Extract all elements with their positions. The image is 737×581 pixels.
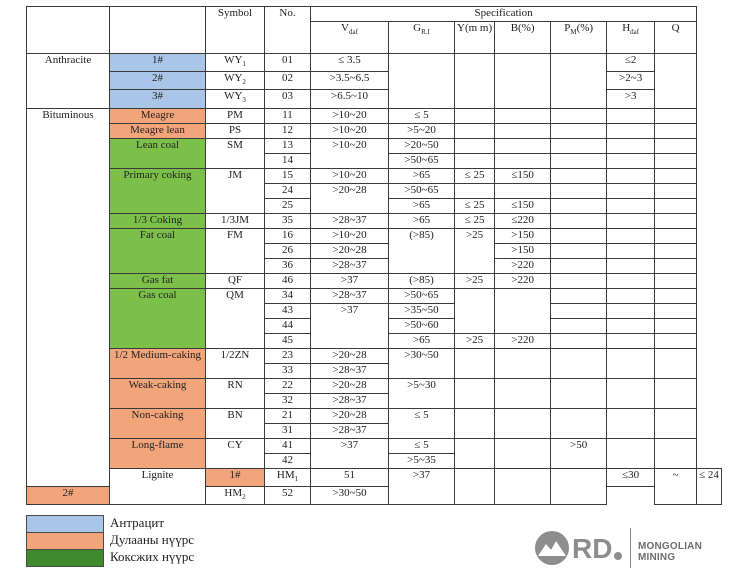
symbol-cell: JM bbox=[206, 168, 265, 213]
legend-swatch bbox=[26, 532, 104, 550]
symbol-cell: PS bbox=[206, 123, 265, 138]
symbol-cell: 1/2ZN bbox=[206, 348, 265, 378]
g-cell: ≤ 5 bbox=[389, 108, 455, 123]
y-cell: ≤ 25 bbox=[455, 168, 495, 183]
no-cell: 42 bbox=[265, 453, 311, 468]
no-cell: 36 bbox=[265, 258, 311, 273]
b-cell: ≤150 bbox=[495, 198, 551, 213]
no-cell: 13 bbox=[265, 138, 311, 153]
coal-name: Meagre lean bbox=[110, 123, 206, 138]
rd-logo-icon bbox=[532, 526, 624, 570]
symbol-cell: SM bbox=[206, 138, 265, 168]
no-cell: 25 bbox=[265, 198, 311, 213]
y-cell: ≤ 25 bbox=[455, 198, 495, 213]
coal-classification-table bbox=[26, 6, 722, 505]
q-cell: ≤ 24 bbox=[697, 468, 722, 504]
coal-name: Non-caking bbox=[110, 408, 206, 438]
g-cell: >50~60 bbox=[389, 318, 455, 333]
symbol-cell: $WY_1$ bbox=[206, 54, 265, 72]
no-cell: 11 bbox=[265, 108, 311, 123]
vdaf-cell: >10~20 bbox=[311, 228, 389, 243]
no-cell: 51 bbox=[311, 468, 389, 486]
legend-label: Антрацит bbox=[110, 515, 165, 530]
logo-text: RD bbox=[572, 533, 613, 564]
b-cell: >150 bbox=[495, 243, 551, 258]
hdaf-cell: ≤2 bbox=[607, 54, 655, 72]
vdaf-cell: >37 bbox=[311, 438, 389, 468]
y-cell: ≤ 25 bbox=[455, 213, 495, 228]
g-cell: >50~65 bbox=[389, 288, 455, 303]
no-cell: 24 bbox=[265, 183, 311, 198]
header-name bbox=[110, 7, 206, 54]
vdaf-cell: ≤ 3.5 bbox=[311, 54, 389, 72]
y-cell: >25 bbox=[455, 273, 495, 288]
b-cell: >150 bbox=[495, 228, 551, 243]
symbol-cell: $WY_3$ bbox=[206, 90, 265, 108]
header-hdaf: $H_{daf}$ bbox=[607, 22, 655, 54]
header-vdaf: $V_{daf}$ bbox=[311, 22, 389, 54]
b-cell: >220 bbox=[495, 333, 551, 348]
vdaf-cell: >28~37 bbox=[311, 258, 389, 273]
coal-name: 3# bbox=[110, 90, 206, 108]
coal-name: Fat coal bbox=[110, 228, 206, 273]
header-y: Y(m m) bbox=[455, 22, 495, 54]
coal-name: Weak-caking bbox=[110, 378, 206, 408]
header-symbol: Symbol bbox=[206, 7, 265, 54]
coal-name: Gas coal bbox=[110, 288, 206, 348]
symbol-cell: QF bbox=[206, 273, 265, 288]
g-cell: (>85) bbox=[389, 228, 455, 273]
no-cell: 02 bbox=[265, 72, 311, 90]
header-b: B(%) bbox=[495, 22, 551, 54]
legend-label: Дулааны нүүрс bbox=[110, 532, 194, 547]
g-cell: >65 bbox=[389, 168, 455, 183]
symbol-cell: PM bbox=[206, 108, 265, 123]
coal-name: Meagre bbox=[110, 108, 206, 123]
vdaf-cell: >6.5~10 bbox=[311, 90, 389, 108]
pm-cell: ≤30 bbox=[607, 468, 655, 486]
b-cell: >220 bbox=[495, 273, 551, 288]
group-anthracite: Anthracite bbox=[27, 54, 110, 109]
vdaf-cell: >20~28 bbox=[311, 378, 389, 393]
b-cell: ≤150 bbox=[495, 168, 551, 183]
brand-divider bbox=[630, 528, 631, 568]
legend-thermal bbox=[26, 532, 226, 549]
vdaf-cell: >10~20 bbox=[311, 168, 389, 183]
vdaf-cell: >20~28 bbox=[311, 408, 389, 423]
vdaf-cell: >28~37 bbox=[311, 423, 389, 438]
coal-name: Primary coking bbox=[110, 168, 206, 213]
legend-swatch bbox=[26, 549, 104, 567]
no-cell: 35 bbox=[265, 213, 311, 228]
coal-name: 1/3 Coking bbox=[110, 213, 206, 228]
vdaf-cell: >3.5~6.5 bbox=[311, 72, 389, 90]
g-cell: (>85) bbox=[389, 273, 455, 288]
header-specification: Specification bbox=[311, 7, 697, 22]
g-cell: >65 bbox=[389, 333, 455, 348]
coal-name: Lean coal bbox=[110, 138, 206, 168]
vdaf-cell: >28~37 bbox=[311, 363, 389, 378]
symbol-cell: CY bbox=[206, 438, 265, 468]
legend-coking bbox=[26, 549, 226, 566]
vdaf-cell: >28~37 bbox=[311, 393, 389, 408]
symbol-cell: FM bbox=[206, 228, 265, 273]
symbol-cell: RN bbox=[206, 378, 265, 408]
g-cell: >65 bbox=[389, 198, 455, 213]
vdaf-cell: >20~28 bbox=[311, 183, 389, 213]
brand-logo bbox=[532, 526, 732, 570]
g-cell: >50~65 bbox=[389, 153, 455, 168]
y-cell: >25 bbox=[455, 228, 495, 273]
no-cell: 31 bbox=[265, 423, 311, 438]
g-cell: >65 bbox=[389, 213, 455, 228]
no-cell: 26 bbox=[265, 243, 311, 258]
header-gri: $G_{R.I}$ bbox=[389, 22, 455, 54]
g-cell: >30~50 bbox=[389, 348, 455, 378]
coal-name: 2# bbox=[110, 72, 206, 90]
header-no: No. bbox=[265, 7, 311, 54]
header-pm: $P_M(\%)$ bbox=[551, 22, 607, 54]
g-cell: >5~35 bbox=[389, 453, 455, 468]
hdaf-cell: ~ bbox=[655, 468, 697, 504]
coal-name: 1/2 Medium-caking bbox=[110, 348, 206, 378]
g-cell: >20~50 bbox=[389, 138, 455, 153]
no-cell: 41 bbox=[265, 438, 311, 453]
vdaf-cell: >10~20 bbox=[311, 108, 389, 123]
hdaf-cell: >2~3 bbox=[607, 72, 655, 90]
g-cell: ≤ 5 bbox=[389, 438, 455, 453]
no-cell: 43 bbox=[265, 303, 311, 318]
vdaf-cell: >28~37 bbox=[311, 288, 389, 303]
no-cell: 12 bbox=[265, 123, 311, 138]
vdaf-cell: >37 bbox=[311, 273, 389, 288]
no-cell: 15 bbox=[265, 168, 311, 183]
header-q: Q bbox=[655, 22, 697, 54]
no-cell: 46 bbox=[265, 273, 311, 288]
coal-name: 2# bbox=[27, 486, 110, 504]
no-cell: 21 bbox=[265, 408, 311, 423]
vdaf-cell: >10~20 bbox=[311, 123, 389, 138]
no-cell: 03 bbox=[265, 90, 311, 108]
coal-name: 1# bbox=[110, 54, 206, 72]
coal-name: Gas fat bbox=[110, 273, 206, 288]
symbol-cell: $WY_2$ bbox=[206, 72, 265, 90]
vdaf-cell: >37 bbox=[311, 303, 389, 348]
legend-swatch bbox=[26, 515, 104, 533]
no-cell: 33 bbox=[265, 363, 311, 378]
group-lignite: Lignite bbox=[110, 468, 206, 504]
no-cell: 32 bbox=[265, 393, 311, 408]
symbol-cell: $HM_1$ bbox=[265, 468, 311, 486]
pm-cell: >50 bbox=[551, 438, 607, 468]
no-cell: 14 bbox=[265, 153, 311, 168]
no-cell: 22 bbox=[265, 378, 311, 393]
g-cell: >50~65 bbox=[389, 183, 455, 198]
brand-name: MONGOLIAN MINING bbox=[638, 541, 703, 563]
no-cell: 44 bbox=[265, 318, 311, 333]
no-cell: 45 bbox=[265, 333, 311, 348]
vdaf-cell: >28~37 bbox=[311, 213, 389, 228]
hdaf-cell: >3 bbox=[607, 90, 655, 108]
g-cell: >5~30 bbox=[389, 378, 455, 408]
pm-cell: >30~50 bbox=[311, 486, 389, 504]
legend-label: Коксжих нүүрс bbox=[110, 549, 195, 564]
symbol-cell: QM bbox=[206, 288, 265, 348]
symbol-cell: BN bbox=[206, 408, 265, 438]
symbol-cell: 1/3JM bbox=[206, 213, 265, 228]
no-cell: 52 bbox=[265, 486, 311, 504]
b-cell: >220 bbox=[495, 258, 551, 273]
no-cell: 01 bbox=[265, 54, 311, 72]
y-cell: >25 bbox=[455, 333, 495, 348]
no-cell: 16 bbox=[265, 228, 311, 243]
symbol-cell: $HM_2$ bbox=[206, 486, 265, 504]
legend-anthracite bbox=[26, 515, 226, 532]
no-cell: 23 bbox=[265, 348, 311, 363]
g-cell: >5~20 bbox=[389, 123, 455, 138]
no-cell: 34 bbox=[265, 288, 311, 303]
vdaf-cell: >10~20 bbox=[311, 138, 389, 168]
vdaf-cell: >20~28 bbox=[311, 243, 389, 258]
b-cell: ≤220 bbox=[495, 213, 551, 228]
g-cell: ≤ 5 bbox=[389, 408, 455, 438]
coal-name: Long-flame bbox=[110, 438, 206, 468]
vdaf-cell: >20~28 bbox=[311, 348, 389, 363]
g-cell: >35~50 bbox=[389, 303, 455, 318]
header-class bbox=[27, 7, 110, 54]
coal-name: 1# bbox=[206, 468, 265, 486]
vdaf-cell: >37 bbox=[389, 468, 455, 504]
group-bituminous: Bituminous bbox=[27, 108, 110, 486]
